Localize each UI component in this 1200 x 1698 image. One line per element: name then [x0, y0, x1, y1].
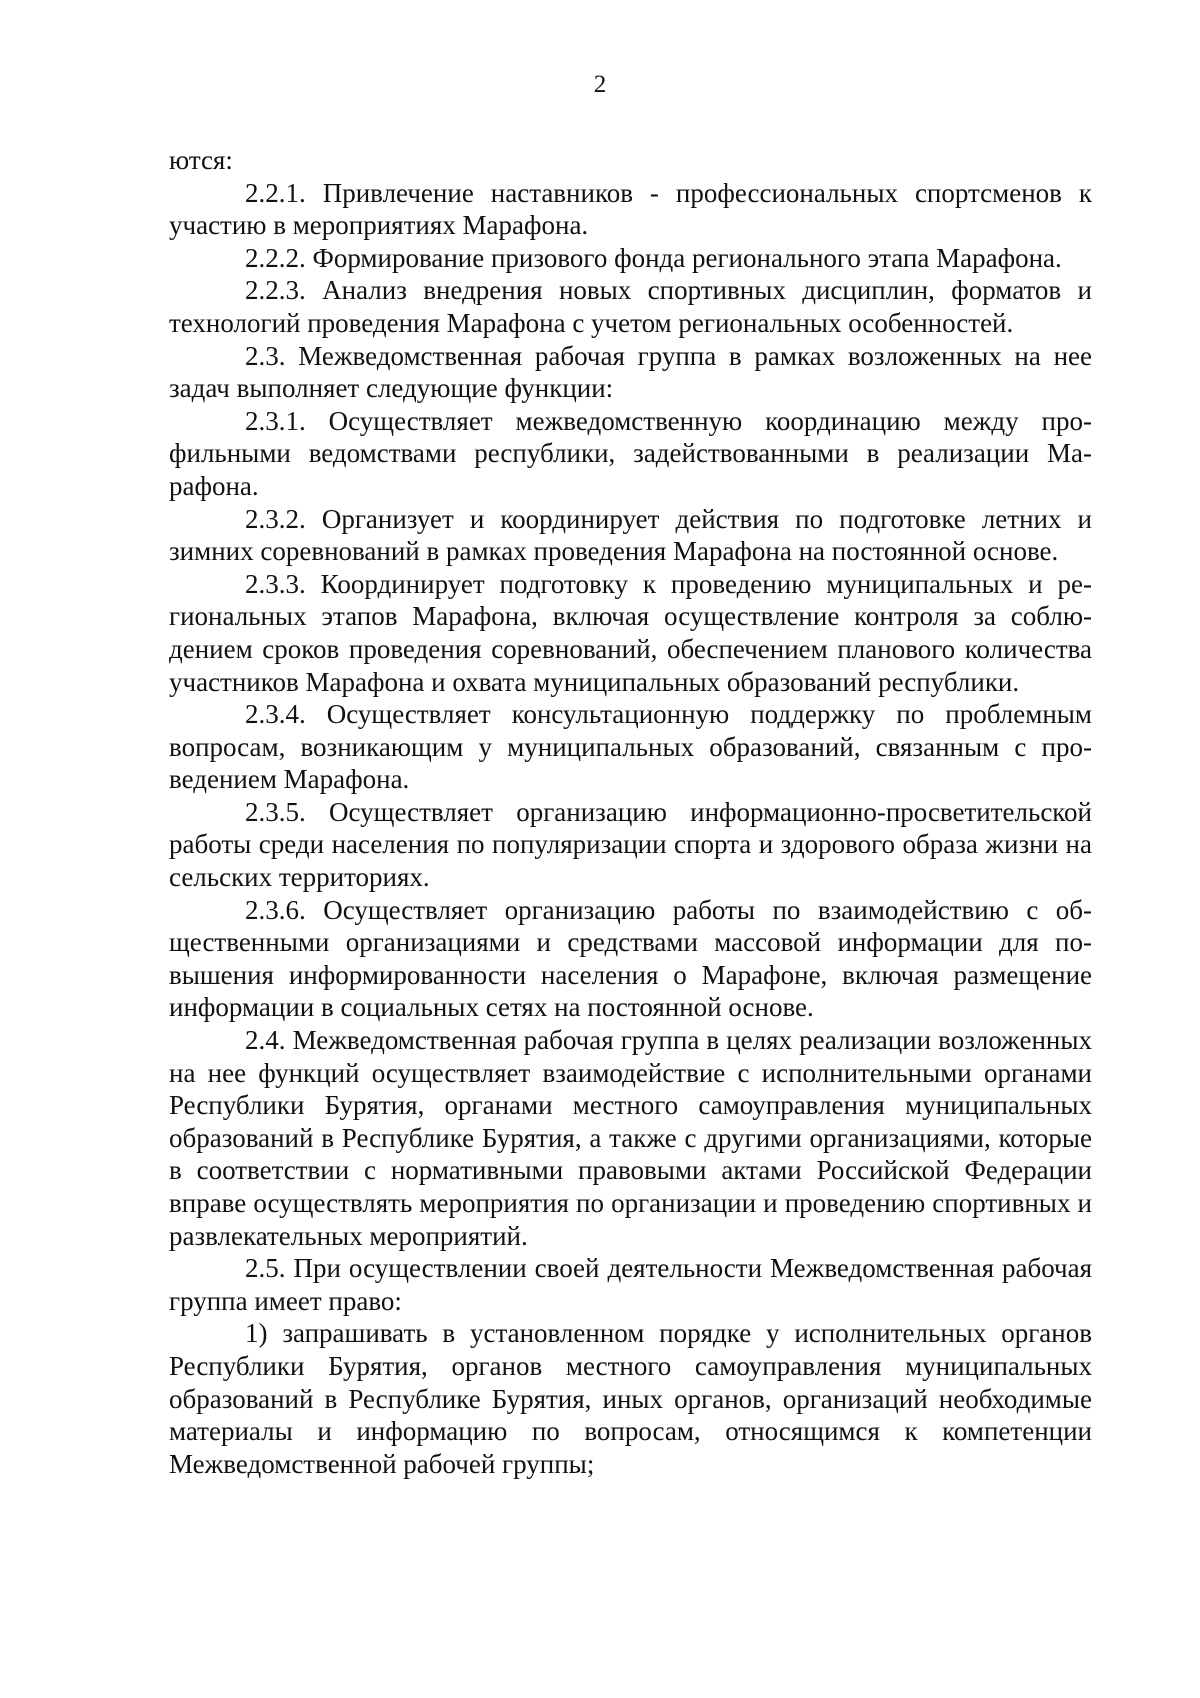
paragraph-2-3-4: 2.3.4. Осуществляет консультационную поддержку по проблемным вопросам, возникающим у муниципальных образований, связанным с проведением Марафона. — [169, 699, 1092, 795]
paragraph-2-3-6: 2.3.6. Осуществляет организацию работы по взаимодействию с общественными организациями и средствами массовой информации для повышения информированности населения о Марафоне, включая размещение информации в социальных сетях на постоянной основе. — [169, 894, 1092, 1023]
paragraph-continuation: ются: — [169, 145, 233, 175]
paragraph-2-2-2: 2.2.2. Формирование призового фонда регионального этапа Марафона. — [245, 242, 1062, 273]
paragraph-2-3-1: 2.3.1. Осуществляет межведомственную координацию между профильными ведомствами республики, задействованными в реализации Марафона. — [169, 405, 1092, 501]
list-item-1: 1) запрашивать в установленном порядке у исполнительных органов Республики Бурятия, органов местного самоуправления муниципальных образований в Республике Бурятия, иных органов, организаций необходимые материалы и информацию по вопросам, относящимся к компетенции Межведомственной рабочей группы; — [169, 1318, 1092, 1479]
paragraph-2-3-2: 2.3.2. Организует и координирует действия по подготовке летних и зимних соревнований в рамках проведения Марафона на постоянной основе. — [169, 503, 1092, 567]
document-body — [169, 144, 1092, 1480]
paragraph-2-3: 2.3. Межведомственная рабочая группа в рамках возложенных на нее задач выполняет следующие функции: — [169, 340, 1092, 404]
paragraph-2-5: 2.5. При осуществлении своей деятельности Межведомственная рабочая группа имеет право: — [169, 1253, 1092, 1316]
paragraph-2-4: 2.4. Межведомственная рабочая группа в целях реализации возложенных на нее функций осуществляет взаимодействие с исполнительными органами Республики Бурятия, органами местного самоуправления муниципальных образований в Республике Бурятия, а также с другими организациями, которые в соответствии с нормативными правовыми актами Российской Федерации вправе осуществлять мероприятия по организации и проведению спортивных и развлекательных мероприятий. — [169, 1025, 1092, 1251]
paragraph-2-3-3: 2.3.3. Координирует подготовку к проведению муниципальных и региональных этапов Марафона, включая осуществление контроля за соблюдением сроков проведения соревнований, обеспечением планового количества участников Марафона и охвата муниципальных образований республики. — [169, 568, 1092, 697]
paragraph-2-3-5: 2.3.5. Осуществляет организацию информационно-просветительской работы среди населения по популяризации спорта и здорового образа жизни на сельских территориях. — [169, 796, 1092, 893]
paragraph-2-2-3: 2.2.3. Анализ внедрения новых спортивных дисциплин, форматов и технологий проведения Марафона с учетом региональных особенностей. — [169, 275, 1092, 338]
paragraph-2-2-1: 2.2.1. Привлечение наставников - профессиональных спортсменов к участию в мероприятиях Марафона. — [169, 177, 1092, 241]
page-number: 2 — [593, 71, 607, 98]
